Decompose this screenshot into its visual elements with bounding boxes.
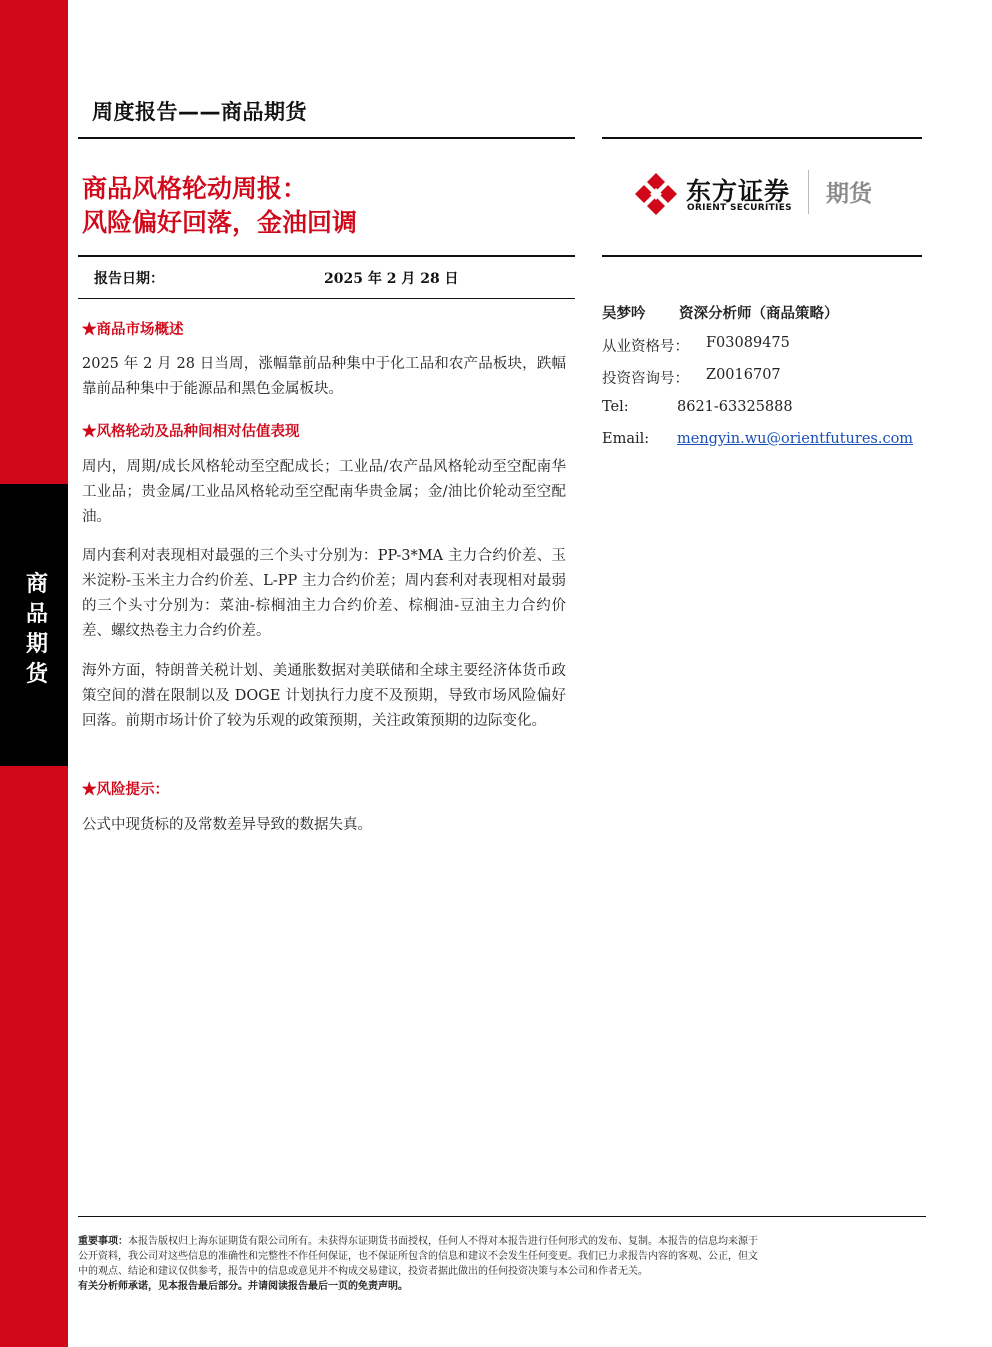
style-rotation-heading: ★风格轮动及品种间相对估值表现 [82, 423, 300, 440]
logo-divider [808, 170, 809, 214]
report-title-line2: 风险偏好回落，金油回调 [82, 208, 358, 237]
disclaimer-label: 重要事项： [78, 1236, 128, 1247]
tel-value: 8621-63325888 [677, 399, 793, 415]
report-type-header: 周度报告——商品期货 [92, 100, 307, 124]
email-label: Email: [602, 431, 650, 447]
risk-heading: ★风险提示： [82, 781, 169, 798]
market-overview-heading: ★商品市场概述 [82, 321, 184, 338]
consult-label: 投资咨询号： [602, 371, 689, 387]
report-title-line1: 商品风格轮动周报： [82, 174, 308, 203]
side-label-char: 期 [25, 632, 48, 657]
disclaimer-block [78, 1234, 928, 1294]
tel-label: Tel: [602, 399, 629, 415]
analyst-title: 资深分析师（商品策略） [679, 305, 839, 322]
orient-securities-logo [634, 170, 884, 220]
logo-company-name-cn: 东方证券 [686, 177, 791, 206]
orient-logo-mark-icon [634, 172, 678, 216]
style-rotation-paragraph-2: 周内套利对表现相对最强的三个头寸分别为：PP-3*MA 主力合约价差、玉米淀粉-玉米主力合约价差、L-PP 主力合约价差；周内套利对表现相对最弱的三个头寸分别为：菜油-棕榈油主力合约价差、棕榈油-豆油主力合约价差、螺纹热卷主力合约价差。 [82, 548, 566, 639]
footer-rule [78, 1216, 926, 1217]
report-title [82, 172, 357, 240]
title-rule-right [602, 255, 922, 257]
email-link[interactable]: mengyin.wu@orientfutures.com [677, 431, 914, 447]
disclaimer-line-1 [78, 1234, 928, 1249]
qualification-label: 从业资格号： [602, 339, 689, 355]
style-rotation-paragraph-3: 海外方面，特朗普关税计划、美通胀数据对美联储和全球主要经济体货币政策空间的潜在限制以及 DOGE 计划执行力度不及预期，导致市场风险偏好回落。前期市场计价了较为乐观的政策预期，关注政策预期的边际变化。 [82, 663, 566, 729]
report-date-value: 2025 年 2 月 28 日 [324, 271, 459, 287]
style-rotation-paragraph-1: 周内，周期/成长风格轮动至空配成长；工业品/农产品风格轮动至空配南华工业品；贵金属/工业品风格轮动至空配南华贵金属；金/油比价轮动至空配油。 [82, 459, 566, 525]
side-label-char: 货 [25, 662, 48, 687]
qualification-value: F03089475 [706, 335, 790, 351]
disclaimer-line-3: 中的观点、结论和建议仅供参考，报告中的信息或意见并不构成交易建议，投资者据此做出的任何投资决策与本公司和作者无关。 [78, 1266, 648, 1277]
consult-value: Z0016707 [706, 367, 781, 383]
market-overview-paragraph: 2025 年 2 月 28 日当周，涨幅靠前品种集中于化工品和农产品板块，跌幅靠前品种集中于能源品和黑色金属板块。 [82, 356, 566, 397]
side-label-char: 商 [25, 572, 48, 597]
header-rule-left [78, 137, 575, 139]
side-label-char: 品 [25, 602, 48, 627]
disclaimer-line-2: 公开资料，我公司对这些信息的准确性和完整性不作任何保证，也不保证所包含的信息和建议不会发生任何变更。我们已力求报告内容的客观、公正，但文 [78, 1251, 758, 1262]
report-date-label: 报告日期： [94, 271, 164, 287]
disclaimer-line-4: 有关分析师承诺，见本报告最后部分。并请阅读报告最后一页的免责声明。 [78, 1281, 408, 1292]
analyst-name-row [602, 302, 839, 323]
logo-company-name-en: ORIENT SECURITIES [687, 203, 792, 213]
analyst-name: 吴梦吟 [602, 305, 646, 322]
header-rule-right [602, 137, 922, 139]
risk-paragraph: 公式中现货标的及常数差异导致的数据失真。 [82, 817, 372, 833]
disclaimer-text-1: 本报告版权归上海东证期货有限公司所有。未获得东证期货书面授权，任何人不得对本报告进行任何形式的发布、复制。本报告的信息均来源于 [128, 1236, 758, 1247]
category-side-label [24, 570, 50, 690]
title-rule-left [78, 255, 575, 257]
logo-division-name: 期货 [826, 181, 872, 207]
date-rule [78, 298, 575, 299]
